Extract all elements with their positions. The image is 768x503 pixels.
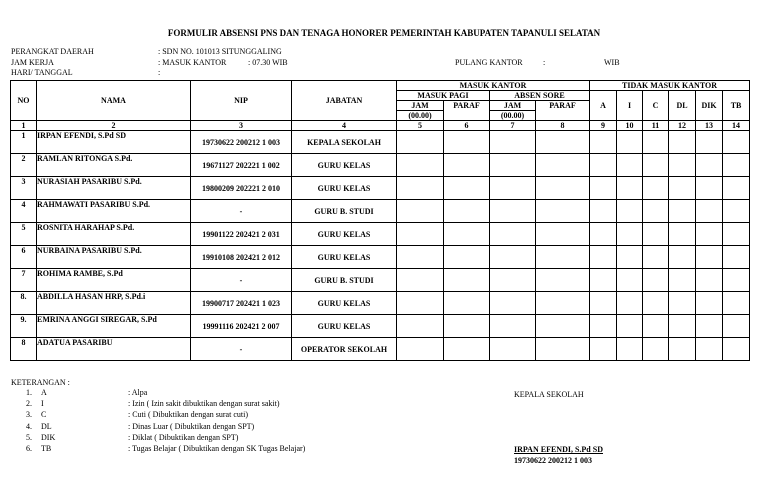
employee-name: ADATUA PASARIBU xyxy=(37,338,191,361)
attendance-body xyxy=(11,121,750,361)
pagi-jam-cell[interactable] xyxy=(397,177,444,200)
keterangan-description: : Alpa xyxy=(128,388,148,397)
attendance-table xyxy=(10,80,750,361)
sore-jam-cell[interactable] xyxy=(490,292,536,315)
sore-jam-cell[interactable] xyxy=(490,338,536,361)
table-row xyxy=(11,131,750,154)
sore-jam-cell[interactable] xyxy=(490,269,536,292)
keterangan-code: DIK xyxy=(41,432,56,442)
masuk-kantor-header: MASUK KANTOR xyxy=(397,81,590,91)
employee-nip: 19991116 202421 2 007 xyxy=(191,315,292,338)
hari-tanggal-value: : xyxy=(158,68,161,77)
keterangan-item xyxy=(0,433,400,444)
keterangan-item xyxy=(0,410,400,421)
absent-tb-cell[interactable] xyxy=(723,315,750,338)
column-number: 7 xyxy=(490,121,536,131)
row-number: 2 xyxy=(11,154,37,177)
absent-tb-cell[interactable] xyxy=(723,292,750,315)
pagi-paraf-cell[interactable] xyxy=(444,292,490,315)
employee-jabatan: GURU KELAS xyxy=(292,315,397,338)
tidak-masuk-kantor-header: TIDAK MASUK KANTOR xyxy=(590,81,750,91)
pagi-jam-cell[interactable] xyxy=(397,200,444,223)
employee-nip: 19900717 202421 1 023 xyxy=(191,292,292,315)
keterangan-description: : Diklat ( Dibuktikan dengan SPT) xyxy=(128,432,239,442)
absent-a-cell[interactable] xyxy=(590,246,617,269)
employee-jabatan: GURU KELAS xyxy=(292,154,397,177)
absent-i-cell[interactable] xyxy=(617,269,643,292)
absent-c-cell[interactable] xyxy=(643,223,669,246)
pagi-paraf-cell[interactable] xyxy=(444,269,490,292)
absent-c-cell[interactable] xyxy=(643,154,669,177)
pagi-jam-cell[interactable] xyxy=(397,292,444,315)
absent-dik-cell[interactable] xyxy=(696,315,723,338)
keterangan-description: : Izin ( Izin sakit dibuktikan dengan surat sakit) xyxy=(128,399,280,409)
absent-a-cell[interactable] xyxy=(590,154,617,177)
row-number: 8. xyxy=(11,292,37,315)
absent-tb-cell[interactable] xyxy=(723,200,750,223)
column-number: 10 xyxy=(617,121,643,131)
keterangan-item xyxy=(0,388,400,399)
table-row xyxy=(11,269,750,292)
pagi-paraf-cell[interactable] xyxy=(444,131,490,154)
employee-jabatan: OPERATOR SEKOLAH xyxy=(292,338,397,361)
keterangan-number: 6. xyxy=(26,444,32,453)
sore-paraf-cell[interactable] xyxy=(536,177,590,200)
absent-i-cell[interactable] xyxy=(617,223,643,246)
keterangan-description: : Cuti ( Dibuktikan dengan surat cuti) xyxy=(128,410,248,420)
table-row xyxy=(11,177,750,200)
pagi-jam-format: (00.00) xyxy=(397,111,444,121)
sore-paraf-cell[interactable] xyxy=(536,131,590,154)
sore-paraf-cell[interactable] xyxy=(536,246,590,269)
table-row xyxy=(11,246,750,269)
employee-jabatan: GURU KELAS xyxy=(292,223,397,246)
column-number: 14 xyxy=(723,121,750,131)
employee-jabatan: KEPALA SEKOLAH xyxy=(292,131,397,154)
sore-paraf-cell[interactable] xyxy=(536,269,590,292)
sore-paraf-header: PARAF xyxy=(536,101,590,121)
absent-tb-cell[interactable] xyxy=(723,131,750,154)
pagi-paraf-cell[interactable] xyxy=(444,200,490,223)
keterangan-code: DL xyxy=(41,421,52,431)
pagi-paraf-header: PARAF xyxy=(444,101,490,121)
column-number: 8 xyxy=(536,121,590,131)
employee-nip: - xyxy=(191,269,292,292)
absent-c-cell[interactable] xyxy=(643,177,669,200)
keterangan-code: TB xyxy=(41,444,52,453)
sore-jam-cell[interactable] xyxy=(490,200,536,223)
absent-tb-cell[interactable] xyxy=(723,177,750,200)
absent-dik-cell[interactable] xyxy=(696,200,723,223)
employee-jabatan: GURU B. STUDI xyxy=(292,200,397,223)
absent-dl-cell[interactable] xyxy=(669,269,696,292)
absent-a-cell[interactable] xyxy=(590,269,617,292)
col-header-nip: NIP xyxy=(191,81,292,121)
employee-nip: 19910108 202421 2 012 xyxy=(191,246,292,269)
sore-jam-cell[interactable] xyxy=(490,246,536,269)
code-header-i: I xyxy=(617,91,643,121)
pagi-jam-cell[interactable] xyxy=(397,223,444,246)
table-row xyxy=(11,200,750,223)
col-header-jabatan: JABATAN xyxy=(292,81,397,121)
pagi-paraf-cell[interactable] xyxy=(444,177,490,200)
employee-nip: - xyxy=(191,338,292,361)
absent-dik-cell[interactable] xyxy=(696,246,723,269)
form-title: FORMULIR ABSENSI PNS DAN TENAGA HONORER PEMERINTAH KABUPATEN TAPANULI SELATAN xyxy=(167,28,601,38)
table-row xyxy=(11,154,750,177)
row-number: 9. xyxy=(11,315,37,338)
pulang-kantor-label: PULANG KANTOR xyxy=(455,58,523,67)
employee-name: ROHIMA RAMBE, S.Pd xyxy=(37,269,191,292)
code-header-a: A xyxy=(590,91,617,121)
pagi-jam-cell[interactable] xyxy=(397,154,444,177)
absent-dl-cell[interactable] xyxy=(669,223,696,246)
column-number: 4 xyxy=(292,121,397,131)
pagi-paraf-cell[interactable] xyxy=(444,223,490,246)
keterangan-number: 1. xyxy=(26,388,32,397)
absent-dl-cell[interactable] xyxy=(669,200,696,223)
code-header-c: C xyxy=(643,91,669,121)
row-number: 7 xyxy=(11,269,37,292)
row-number: 4 xyxy=(11,200,37,223)
pagi-paraf-cell[interactable] xyxy=(444,315,490,338)
row-number: 5 xyxy=(11,223,37,246)
absent-dik-cell[interactable] xyxy=(696,177,723,200)
employee-nip: - xyxy=(191,200,292,223)
absent-tb-cell[interactable] xyxy=(723,338,750,361)
sore-paraf-cell[interactable] xyxy=(536,223,590,246)
employee-jabatan: GURU KELAS xyxy=(292,292,397,315)
column-number: 12 xyxy=(669,121,696,131)
employee-jabatan: GURU KELAS xyxy=(292,246,397,269)
column-number: 1 xyxy=(11,121,37,131)
signature-title: KEPALA SEKOLAH xyxy=(514,390,584,399)
column-number: 6 xyxy=(444,121,490,131)
pulang-kantor-colon: : xyxy=(543,58,546,67)
employee-nip: 19730622 200212 1 003 xyxy=(191,131,292,154)
code-header-tb: TB xyxy=(723,91,750,121)
employee-name: ROSNITA HARAHAP S.Pd. xyxy=(37,223,191,246)
absent-i-cell[interactable] xyxy=(617,131,643,154)
absent-dl-cell[interactable] xyxy=(669,177,696,200)
absent-a-cell[interactable] xyxy=(590,315,617,338)
table-row xyxy=(11,338,750,361)
employee-name: IRPAN EFENDI, S.Pd SD xyxy=(37,131,191,154)
col-header-nama: NAMA xyxy=(37,81,191,121)
column-number-row xyxy=(11,121,750,131)
hari-tanggal-label: HARI/ TANGGAL xyxy=(11,68,73,77)
keterangan-number: 4. xyxy=(26,421,32,431)
column-number: 2 xyxy=(37,121,191,131)
employee-name: RAMLAN RITONGA S.Pd. xyxy=(37,154,191,177)
absent-dl-cell[interactable] xyxy=(669,338,696,361)
absent-tb-cell[interactable] xyxy=(723,269,750,292)
employee-nip: 19671127 202221 1 002 xyxy=(191,154,292,177)
keterangan-description: : Dinas Luar ( Dibuktikan dengan SPT) xyxy=(128,421,255,431)
absent-dik-cell[interactable] xyxy=(696,131,723,154)
column-number: 11 xyxy=(643,121,669,131)
absent-dl-cell[interactable] xyxy=(669,292,696,315)
absent-dik-cell[interactable] xyxy=(696,292,723,315)
sore-jam-cell[interactable] xyxy=(490,315,536,338)
masuk-kantor-time: : 07.30 WIB xyxy=(248,58,288,67)
absent-c-cell[interactable] xyxy=(643,315,669,338)
pagi-jam-cell[interactable] xyxy=(397,269,444,292)
sore-paraf-cell[interactable] xyxy=(536,292,590,315)
absent-dl-cell[interactable] xyxy=(669,131,696,154)
absent-c-cell[interactable] xyxy=(643,269,669,292)
absent-dik-cell[interactable] xyxy=(696,154,723,177)
keterangan-code: C xyxy=(41,410,47,420)
absent-tb-cell[interactable] xyxy=(723,246,750,269)
pulang-kantor-wib: WIB xyxy=(604,58,620,67)
absent-c-cell[interactable] xyxy=(643,338,669,361)
sore-paraf-cell[interactable] xyxy=(536,200,590,223)
column-number: 3 xyxy=(191,121,292,131)
absent-tb-cell[interactable] xyxy=(723,154,750,177)
column-number: 9 xyxy=(590,121,617,131)
employee-name: NURASIAH PASARIBU S.Pd. xyxy=(37,177,191,200)
masuk-pagi-header: MASUK PAGI xyxy=(397,91,490,101)
absent-a-cell[interactable] xyxy=(590,338,617,361)
absent-a-cell[interactable] xyxy=(590,223,617,246)
absent-i-cell[interactable] xyxy=(617,315,643,338)
sore-jam-cell[interactable] xyxy=(490,177,536,200)
sore-jam-format: (00.00) xyxy=(490,111,536,121)
sore-paraf-cell[interactable] xyxy=(536,154,590,177)
sore-jam-cell[interactable] xyxy=(490,154,536,177)
absent-i-cell[interactable] xyxy=(617,177,643,200)
keterangan-code: I xyxy=(41,399,44,409)
sore-paraf-cell[interactable] xyxy=(536,338,590,361)
absent-c-cell[interactable] xyxy=(643,200,669,223)
absent-c-cell[interactable] xyxy=(643,246,669,269)
absent-dl-cell[interactable] xyxy=(669,154,696,177)
absent-dik-cell[interactable] xyxy=(696,223,723,246)
pagi-jam-cell[interactable] xyxy=(397,131,444,154)
absent-a-cell[interactable] xyxy=(590,292,617,315)
pagi-paraf-cell[interactable] xyxy=(444,338,490,361)
signature-name: IRPAN EFENDI, S.Pd SD xyxy=(514,445,603,454)
pagi-jam-header: JAM xyxy=(397,101,444,111)
code-header-dik: DIK xyxy=(696,91,723,121)
absent-i-cell[interactable] xyxy=(617,246,643,269)
column-number: 13 xyxy=(696,121,723,131)
row-number: 1 xyxy=(11,131,37,154)
absent-c-cell[interactable] xyxy=(643,292,669,315)
absent-a-cell[interactable] xyxy=(590,200,617,223)
absent-i-cell[interactable] xyxy=(617,154,643,177)
row-number: 8 xyxy=(11,338,37,361)
jam-kerja-value: : MASUK KANTOR xyxy=(158,58,227,67)
keterangan-code: A xyxy=(41,388,47,397)
employee-nip: 19800209 202221 2 010 xyxy=(191,177,292,200)
employee-nip: 19901122 202421 2 031 xyxy=(191,223,292,246)
keterangan-item xyxy=(0,444,400,455)
row-number: 3 xyxy=(11,177,37,200)
sore-jam-cell[interactable] xyxy=(490,223,536,246)
employee-name: NURBAINA PASARIBU S.Pd. xyxy=(37,246,191,269)
jam-kerja-label: JAM KERJA xyxy=(11,58,54,67)
absent-dik-cell[interactable] xyxy=(696,269,723,292)
sore-jam-header: JAM xyxy=(490,101,536,111)
absen-sore-header: ABSEN SORE xyxy=(490,91,590,101)
perangkat-daerah-label: PERANGKAT DAERAH xyxy=(11,47,94,56)
absent-i-cell[interactable] xyxy=(617,292,643,315)
employee-name: ABDILLA HASAN HRP, S.Pd.i xyxy=(37,292,191,315)
absent-a-cell[interactable] xyxy=(590,131,617,154)
keterangan-number: 5. xyxy=(26,432,32,442)
keterangan-description: : Tugas Belajar ( Dibuktikan dengan SK Tugas Belajar) xyxy=(128,444,306,453)
keterangan-number: 3. xyxy=(26,410,32,420)
absent-dl-cell[interactable] xyxy=(669,315,696,338)
keterangan-item xyxy=(0,422,400,433)
employee-jabatan: GURU B. STUDI xyxy=(292,269,397,292)
table-row xyxy=(11,292,750,315)
column-number: 5 xyxy=(397,121,444,131)
keterangan-number: 2. xyxy=(26,399,32,409)
table-row xyxy=(11,223,750,246)
absent-dik-cell[interactable] xyxy=(696,338,723,361)
absent-dl-cell[interactable] xyxy=(669,246,696,269)
absent-i-cell[interactable] xyxy=(617,200,643,223)
absent-a-cell[interactable] xyxy=(590,177,617,200)
col-header-no: NO xyxy=(11,81,37,121)
keterangan-item xyxy=(0,399,400,410)
code-header-dl: DL xyxy=(669,91,696,121)
absent-c-cell[interactable] xyxy=(643,131,669,154)
pagi-jam-cell[interactable] xyxy=(397,246,444,269)
signature-nip: 19730622 200212 1 003 xyxy=(514,456,592,465)
pagi-paraf-cell[interactable] xyxy=(444,154,490,177)
perangkat-daerah-value: : SDN NO. 101013 SITUNGGALING xyxy=(158,47,282,56)
absent-tb-cell[interactable] xyxy=(723,223,750,246)
pagi-paraf-cell[interactable] xyxy=(444,246,490,269)
sore-paraf-cell[interactable] xyxy=(536,315,590,338)
keterangan-label: KETERANGAN : xyxy=(11,378,70,387)
row-number: 6 xyxy=(11,246,37,269)
sore-jam-cell[interactable] xyxy=(490,131,536,154)
table-row xyxy=(11,315,750,338)
absent-i-cell[interactable] xyxy=(617,338,643,361)
pagi-jam-cell[interactable] xyxy=(397,315,444,338)
pagi-jam-cell[interactable] xyxy=(397,338,444,361)
employee-name: RAHMAWATI PASARIBU S.Pd. xyxy=(37,200,191,223)
employee-jabatan: GURU KELAS xyxy=(292,177,397,200)
employee-name: EMRINA ANGGI SIREGAR, S.Pd xyxy=(37,315,191,338)
